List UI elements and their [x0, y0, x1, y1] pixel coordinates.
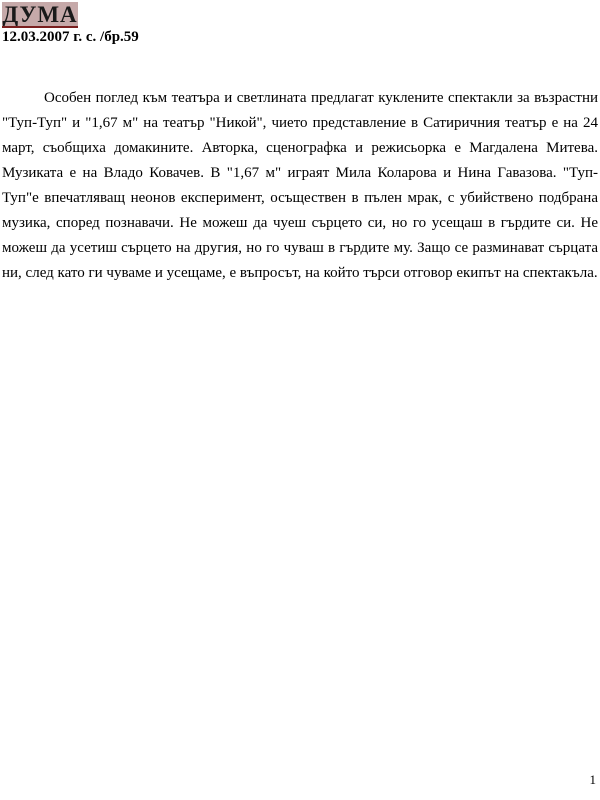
publication-dateline: 12.03.2007 г. с. /бр.59 — [2, 29, 139, 45]
newspaper-logo — [2, 2, 78, 28]
article-body: Особен поглед към театъра и светлината предлагат куклените спектакли за възрастни "Туп-Туп" и "1,67 м" на театър "Никой", чието представление в Сатиричния театър е на 24 март, съобщиха домакините. Авторка, сценографка и режисьорка е Магдалена Митева. Музиката е на Владо Ковачев. В "1,67 м" играят Мила Коларова и Нина Гавазова. "Туп-Туп"е впечатляващ неонов експеримент, осъществен в пълен мрак, с убийствено подбрана музика, според познавачи. Не можеш да чуеш сърцето си, но го усещаш в гърдите си. Не можеш да усетиш сърцето на другия, но го чуваш в гърдите му. Защо се разминават сърцата ни, след като ги чуваме и усещаме, е въпросът, на който търси отговор екипът на спектакъла. — [2, 90, 598, 281]
newspaper-logo-text: ДУМА — [2, 2, 78, 27]
page-number: 1 — [589, 772, 596, 787]
